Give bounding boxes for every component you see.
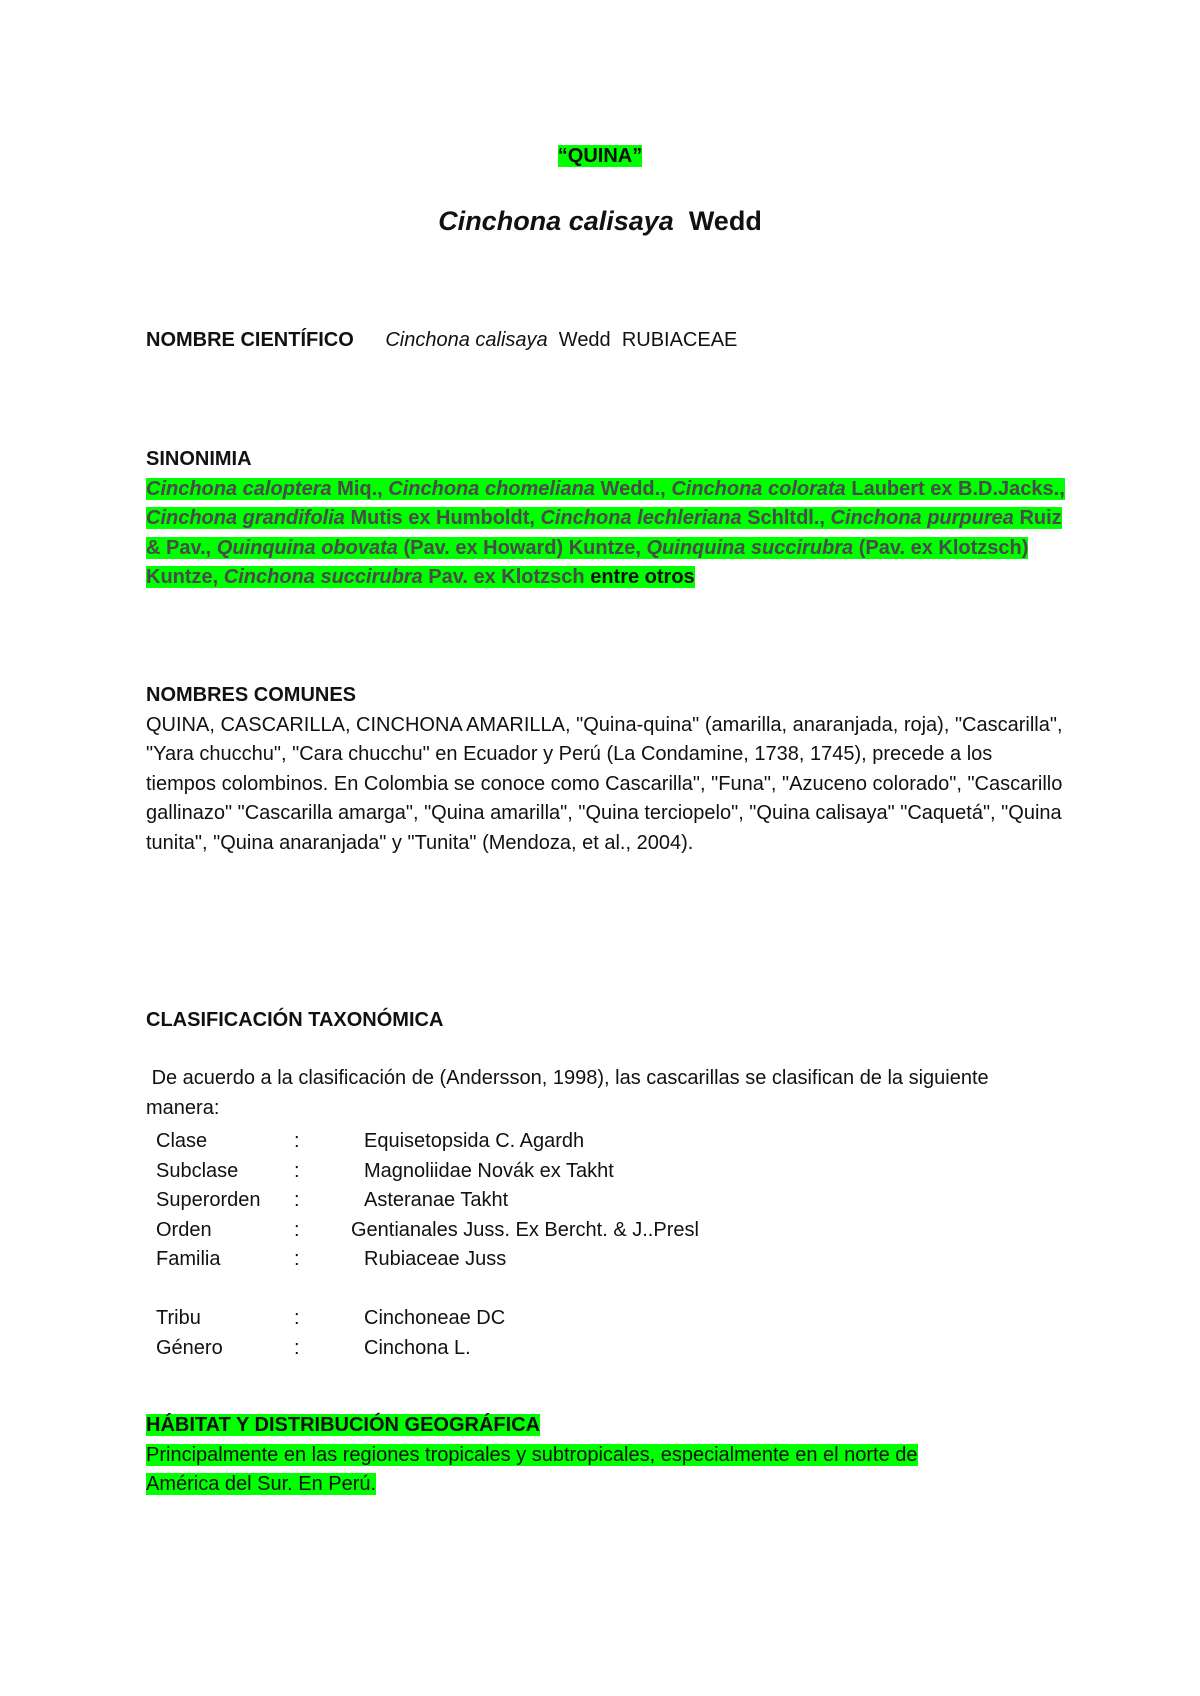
- rank-value: Cinchona L.: [364, 1336, 471, 1359]
- synonym-item: Cinchona chomeliana Wedd.,: [388, 477, 672, 500]
- rank-separator: :: [294, 1159, 300, 1182]
- rank-name: Orden: [156, 1218, 212, 1241]
- taxonomy-row: [156, 1127, 712, 1157]
- scientific-name-row: [146, 326, 1066, 356]
- scientific-name-family: RUBIACEAE: [621, 329, 738, 351]
- synonym-item: Cinchona succirubra Pav. ex Klotzsch: [223, 566, 591, 588]
- common-names-text: QUINA, CASCARILLA, CINCHONA AMARILLA, "Quina-quina" (amarilla, anaranjada, roja), "Cascarilla", "Yara chucchu", "Cara chucchu" en Ecuador y Perú (La Condamine, 1738, 1745), precede a los tiempos colombinos. En Colombia se conoce como Cascarilla", "Funa", "Azuceno colorado", "Cascarillo gallinazo" "Cascarilla amarga", "Quina amarilla", "Quina terciopelo", "Quina calisaya" "Caquetá", "Quina tunita", "Quina anaranjada" y "Tunita" (Mendoza, et al., 2004).: [146, 713, 1063, 854]
- rank-value: Cinchoneae DC: [364, 1307, 506, 1329]
- rank-separator: :: [294, 1189, 300, 1211]
- rank-separator: :: [294, 1248, 300, 1270]
- title-text: “QUINA”: [557, 145, 643, 167]
- document-title: [0, 143, 1200, 169]
- scientific-name-label: NOMBRE CIENTÍFICO: [146, 329, 354, 351]
- scientific-name-species: Cinchona calisaya: [385, 329, 548, 351]
- common-names-heading: NOMBRES COMUNES: [146, 684, 357, 706]
- rank-name: Superorden: [156, 1189, 261, 1211]
- taxonomy-heading: CLASIFICACIÓN TAXONÓMICA: [146, 1009, 444, 1031]
- synonym-item: Cinchona lechleriana Schltdl.,: [540, 507, 831, 529]
- taxonomy-intro: De acuerdo a la clasificación de (Andersson, 1998), las cascarillas se clasifican de la siguiente manera:: [146, 1067, 995, 1119]
- synonymy-heading: SINONIMIA: [146, 448, 252, 470]
- habitat-line-1: Principalmente en las regiones tropicales y subtropicales, especialmente en el norte de: [146, 1443, 918, 1466]
- taxonomy-table: [156, 1127, 712, 1363]
- common-names-section: [146, 681, 1066, 858]
- habitat-section: [146, 1411, 1066, 1500]
- rank-value: Rubiaceae Juss: [364, 1248, 507, 1270]
- rank-value: Magnoliidae Novák ex Takht: [364, 1159, 614, 1182]
- synonym-item: Cinchona colorata Laubert ex B.D.Jacks.,: [671, 477, 1065, 500]
- synonym-item: Cinchona caloptera Miq.,: [146, 477, 389, 500]
- rank-name: Familia: [156, 1248, 221, 1270]
- rank-value: Gentianales Juss. Ex Bercht. & J..Presl: [351, 1218, 699, 1241]
- synonymy-tail: entre otros: [590, 566, 695, 588]
- rank-separator: :: [294, 1218, 300, 1241]
- rank-name: Subclase: [156, 1159, 239, 1182]
- rank-separator: :: [294, 1130, 300, 1152]
- document-subtitle: [0, 204, 1200, 238]
- scientific-name-author: Wedd: [558, 329, 611, 351]
- subtitle-species: Cinchona calisaya: [438, 206, 674, 236]
- subtitle-author: Wedd: [688, 206, 762, 236]
- synonym-item: Cinchona grandifolia Mutis ex Humboldt,: [146, 507, 541, 529]
- rank-name: Clase: [156, 1130, 208, 1152]
- rank-separator: :: [294, 1307, 300, 1329]
- synonymy-section: [146, 445, 1066, 593]
- rank-value: Equisetopsida C. Agardh: [364, 1130, 585, 1152]
- taxonomy-spacer: [156, 1275, 712, 1305]
- rank-separator: :: [294, 1336, 300, 1359]
- synonym-item: Quinquina succirubra (Pav. ex Klotzsch) Kuntze,: [146, 536, 1029, 588]
- rank-name: Tribu: [156, 1307, 201, 1329]
- scientific-name-value: [385, 329, 737, 351]
- taxonomy-row: [156, 1186, 712, 1216]
- synonym-item: Quinquina obovata (Pav. ex Howard) Kuntze,: [216, 536, 647, 559]
- taxonomy-row: [156, 1245, 712, 1275]
- synonym-item: Cinchona purpurea Ruiz & Pav.,: [146, 507, 1062, 559]
- taxonomy-row: [156, 1216, 712, 1246]
- taxonomy-row: [156, 1157, 712, 1187]
- synonymy-list: [146, 475, 1066, 593]
- taxonomy-row: [156, 1304, 712, 1334]
- rank-name: Género: [156, 1336, 223, 1359]
- rank-value: Asteranae Takht: [364, 1189, 509, 1211]
- habitat-heading: HÁBITAT Y DISTRIBUCIÓN GEOGRÁFICA: [146, 1414, 541, 1436]
- taxonomy-row: [156, 1334, 712, 1364]
- habitat-line-2: América del Sur. En Perú.: [146, 1473, 377, 1495]
